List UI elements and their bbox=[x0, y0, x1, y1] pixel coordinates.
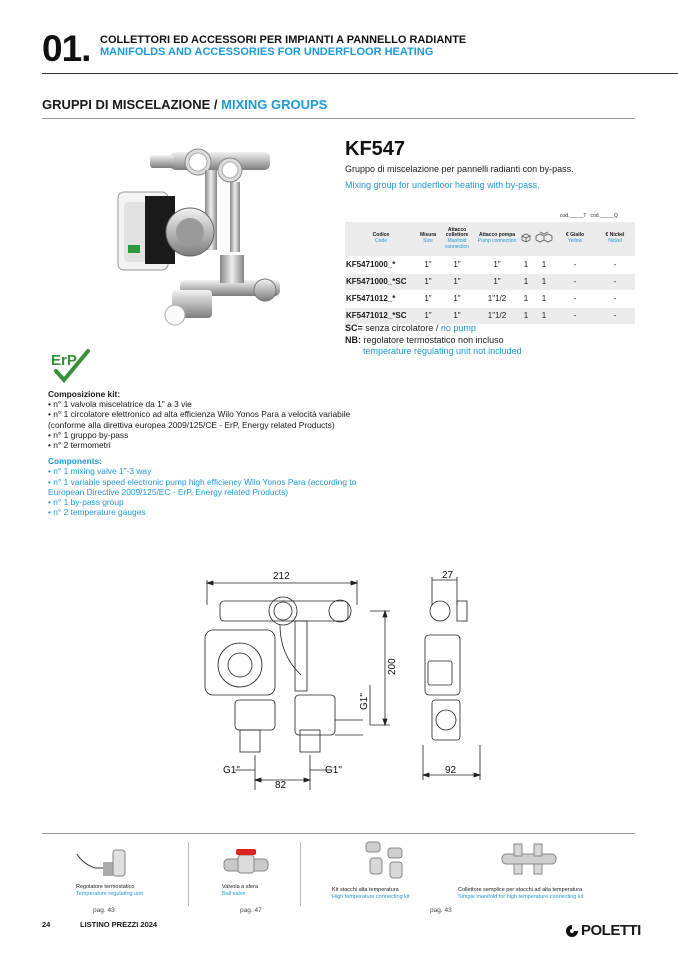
accessory-separator bbox=[300, 842, 301, 906]
note-nb-en: temperature regulating unit not included bbox=[363, 346, 522, 356]
table-header bbox=[345, 222, 635, 256]
dim-82: 82 bbox=[275, 780, 287, 791]
product-description-en: Mixing group for underfloor heating with by-pass. bbox=[345, 180, 540, 190]
cod-codes bbox=[560, 213, 618, 219]
dim-92: 92 bbox=[445, 765, 457, 776]
table-row: KF5471000_* 1" 1" 1" 1 1 - - bbox=[345, 256, 635, 273]
accessory-ball-valve: Valvola a sfera Ball valve bbox=[222, 884, 258, 897]
simple-manifold-icon bbox=[500, 838, 558, 878]
erp-icon bbox=[48, 347, 92, 383]
list-item: • n° 1 gruppo by-pass bbox=[48, 429, 129, 440]
erp-label: ErP bbox=[51, 352, 77, 369]
multi-box-icon bbox=[535, 231, 553, 245]
header-divider bbox=[42, 73, 678, 74]
table-row: KF5471000_*SC 1" 1" 1" 1 1 - - bbox=[345, 273, 635, 290]
chapter-number: 01. bbox=[42, 28, 91, 69]
list-item: • n° 1 valvola miscelatrice da 1" a 3 vie bbox=[48, 399, 192, 410]
col-single-pack bbox=[519, 222, 533, 256]
table-row: KF5471012_* 1" 1" 1"1/2 1 1 - - bbox=[345, 290, 635, 307]
accessory-thermostat: Regolatore termostatico Temperature regulating unit bbox=[76, 884, 143, 897]
cod-yellow: cod._____T bbox=[560, 213, 587, 219]
product-description-it: Gruppo di miscelazione per pannelli radianti con by-pass. bbox=[345, 164, 574, 174]
list-item: • n° 1 by-pass group bbox=[48, 497, 124, 508]
composition-heading-it: Composizione kit: bbox=[48, 389, 121, 399]
note-sc: SC= senza circolatore / no pump bbox=[345, 323, 476, 333]
dim-width: 212 bbox=[273, 571, 290, 582]
chapter-title-it: COLLETTORI ED ACCESSORI PER IMPIANTI A PANNELLO RADIANTE bbox=[100, 34, 467, 46]
composition-heading-en: Components: bbox=[48, 456, 102, 467]
kit-composition bbox=[48, 389, 368, 517]
col-pump: Attacco pompa Pump connection bbox=[475, 222, 519, 256]
accessory-separator bbox=[188, 842, 189, 906]
thermostat-icon bbox=[75, 842, 130, 880]
dim-g1-left: G1" bbox=[223, 765, 240, 776]
connecting-kit-icon bbox=[362, 838, 412, 880]
single-box-icon bbox=[521, 233, 531, 242]
cod-nickel: cod._____Q bbox=[590, 213, 618, 219]
accessory-thermostat-page: pag. 43 bbox=[93, 907, 115, 914]
note-nb: NB: regolatore termostatico non incluso bbox=[345, 334, 504, 345]
chapter-title-en: MANIFOLDS AND ACCESSORIES FOR UNDERFLOOR HEATING bbox=[100, 46, 434, 58]
dim-height: 200 bbox=[387, 658, 398, 675]
list-item: • n° 2 temperature gauges bbox=[48, 507, 146, 518]
col-yellow: € Giallo Yellow bbox=[555, 222, 595, 256]
section-title bbox=[42, 97, 327, 112]
col-code: Codice Code bbox=[345, 222, 417, 256]
list-item: • n° 1 circolatore elettronico ad alta efficienza Wilo Yonos Para a velocità variabile (conforme alla direttiva europea 2009/125/CE - ErP, Energy related Products) bbox=[48, 409, 351, 430]
section-title-en: MIXING GROUPS bbox=[221, 97, 328, 112]
poletti-logo-icon bbox=[565, 924, 579, 938]
col-multi-pack bbox=[533, 222, 555, 256]
table-row: KF5471012_*SC 1" 1" 1"1/2 1 1 - - bbox=[345, 307, 635, 324]
accessory-connecting-kit: Kit stacchi alta temperatura High temperature connecting kit bbox=[332, 887, 410, 900]
technical-drawing bbox=[195, 565, 495, 795]
accessory-simple-manifold: Collettore semplice per stacchi ad alta temperatura Simple manifold for high temperature connecting kit bbox=[458, 887, 584, 900]
col-nickel: € Nickel Nickel bbox=[595, 222, 635, 256]
section-divider bbox=[42, 118, 635, 119]
price-list-title: LISTINO PREZZI 2024 bbox=[80, 920, 158, 929]
accessory-ball-valve-page: pag. 47 bbox=[240, 907, 262, 914]
list-item: • n° 1 mixing valve 1"-3 way bbox=[48, 466, 152, 477]
list-item: • n° 2 termometri bbox=[48, 440, 111, 451]
page-number: 24 bbox=[42, 920, 51, 929]
brand-logo: POLETTI bbox=[565, 922, 641, 939]
list-item: • n° 1 variable speed electronic pump high efficiency Wilo Yonos Para (according to European Directive 2009/125/EC - ErP, Energy related Products) bbox=[48, 476, 357, 497]
dim-g1-right: G1" bbox=[325, 765, 342, 776]
product-photo bbox=[110, 140, 290, 340]
col-manifold: Attacco collettore Manifold connection bbox=[439, 222, 475, 256]
footer-divider bbox=[42, 833, 635, 834]
col-size: Misura Size bbox=[417, 222, 439, 256]
table-notes bbox=[345, 323, 522, 358]
dim-27: 27 bbox=[442, 570, 454, 581]
dim-g1-vertical: G1" bbox=[359, 693, 370, 710]
ball-valve-icon bbox=[222, 847, 270, 877]
section-title-it: GRUPPI DI MISCELAZIONE / bbox=[42, 97, 218, 112]
accessory-connecting-kit-page: pag. 43 bbox=[430, 907, 452, 914]
product-code: KF547 bbox=[345, 138, 406, 160]
price-table bbox=[345, 222, 635, 325]
